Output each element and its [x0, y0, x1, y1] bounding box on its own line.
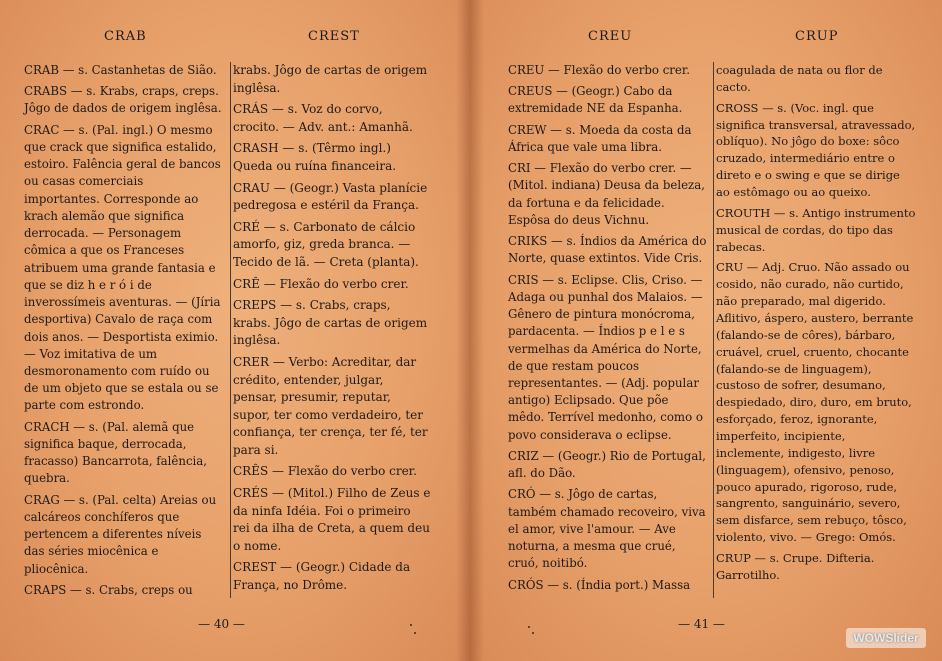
entry: CRÊS — Flexão do verbo crer. [233, 464, 417, 479]
entry: CRUP — s. Crupe. Difteria. Garrotilho. [716, 551, 875, 582]
entry: krabs. Jôgo de cartas de origem inglêsa. [233, 63, 428, 95]
running-head-left: CRAB [104, 29, 147, 44]
entry: CRÁS — s. Voz do corvo, crocito. — Adv. ant.: Amanhã. [233, 102, 413, 134]
entry: CRASH — s. (Têrmo ingl.) Queda ou ruína financeira. [233, 141, 397, 173]
right-page [470, 0, 942, 661]
entry: CRÓ — s. Jôgo de cartas, também chamado recoveiro, viva el amor, vive l'amour. — Ave noturna, a mesma que crué, cruó, noitibó. [508, 487, 706, 571]
entry: CROUTH — s. Antigo instrumento musical de cordas, do tipo das rabecas. [716, 205, 916, 254]
page-number: — 40 — [198, 617, 245, 631]
entry: CREPS — s. Crabs, craps, krabs. Jôgo de cartas de origem inglêsa. [233, 298, 428, 348]
entry: CRÉ — s. Carbonato de cálcio amorfo, giz, greda branca. — Tecido de lã. — Creta (planta). [233, 219, 419, 269]
entry: CREUS — (Geogr.) Cabo da extremidade NE da Espanha. [508, 84, 683, 116]
page-number: — 41 — [678, 617, 725, 631]
column-rule [713, 62, 714, 598]
column-rule [230, 62, 231, 598]
running-head-right: CREST [308, 29, 360, 44]
entry: CRÊ — Flexão do verbo crer. [233, 276, 409, 291]
entry: CRABS — s. Krabs, craps, creps. Jôgo de dados de origem inglêsa. [24, 84, 222, 116]
left-column-2 [233, 62, 431, 599]
running-head-right: CRUP [795, 29, 839, 44]
entry: coagulada de nata ou flor de cacto. [716, 63, 883, 94]
entry: CRAB — s. Castanhetas de Sião. [24, 63, 217, 77]
paper-spot [410, 624, 412, 626]
entry: CRÉS — (Mitol.) Filho de Zeus e da ninfa Idéia. Foi o primeiro rei da ilha de Creta, a quem deu o nome. [233, 486, 431, 553]
entry: CRU — Adj. Cruo. Não assado ou cosido, não curado, não curtido, não preparado, mal digerido. Aflitivo, áspero, austero, berrante (falando-se de côres), bárbaro, cruável, cruel, cruento, chocante (falando-se de linguagem), custoso de sofrer, desumano, despiedado, diro, duro, em bruto, esforçado, feroz, ignorante, imperfeito, incipiente, inclemente, indigesto, livre (linguagem), ofensivo, penoso, pouco apurado, rigoroso, rude, sangrento, sanguinário, severo, sem disfarce, sem rebuço, tôsco, violento, vivo. — Grego: Omós. [716, 260, 914, 545]
left-column-1 [24, 62, 222, 603]
paper-spot [528, 626, 530, 628]
entry: CRACH — s. (Pal. alemã que significa baque, derrocada, fracasso) Bancarrota, falência, quebra. [24, 419, 208, 486]
right-column-2 [716, 62, 916, 588]
paper-spot [532, 632, 534, 634]
entry: CRIS — s. Eclipse. Clis, Criso. — Adaga ou punhal dos Malaios. — Gênero de pintura monócroma, pardacenta. — Índios p e l e s vermelhas da América do Norte, de que restam poucos representantes. — (Adj. popular antigo) Eclipsado. Que põe mêdo. Terrível medonho, como o povo considerava o eclipse. [508, 272, 703, 442]
entry: CRAG — s. (Pal. celta) Areias ou calcáreos conchíferos que pertencem a diferentes níveis das séries miocênica e pliocênica. [24, 492, 217, 576]
paper-spot [414, 632, 416, 634]
entry: CRAPS — s. Crabs, creps ou [24, 582, 193, 597]
entry: CRER — Verbo: Acreditar, dar crédito, entender, julgar, pensar, presumir, reputar, supor, ter como verdadeiro, ter confiança, ter crença, ter fé, ter para si. [233, 354, 428, 457]
entry: CROSS — s. (Voc. ingl. que significa transversal, atravessado, oblíquo). No jôgo do boxe: sôco cruzado, intermediário entre o direto e o swing e que se dirige ao estômago ou ao queixo. [716, 100, 916, 200]
entry: CREW — s. Moeda da costa da África que vale uma libra. [508, 122, 692, 154]
right-column-1 [508, 62, 708, 598]
entry: CRIZ — (Geogr.) Rio de Portugal, afl. do Dão. [508, 448, 706, 481]
entry: CRI — Flexão do verbo crer. — (Mitol. indiana) Deusa da beleza, da fortuna e da felicidade. Espôsa do deus Vichnu. [508, 161, 705, 227]
entry: CREU — Flexão do verbo crer. [508, 63, 690, 77]
left-page [0, 0, 470, 661]
entry: CRIKS — s. Índios da América do Norte, quase extintos. Vide Cris. [508, 234, 707, 266]
entry: CRAU — (Geogr.) Vasta planície pedregosa e estéril da França. [233, 180, 428, 213]
entry: CRAC — s. (Pal. ingl.) O mesmo que crack que significa estalido, estoiro. Falência geral de bancos ou casas comerciais importantes. Corresponde ao krach alemão que significa derrocada. — Personagem cômica a que os Franceses atribuem uma grande fantasia e que se diz h e r ó i de inverossímeis aventuras. — (Jíria desportiva) Cavalo de raça com dois anos. — Desportista eximio. — Voz imitativa de um desmoronamento com ruído ou de um objeto que se estala ou se parte com estrondo. [24, 122, 221, 413]
entry: CRÓS — s. (Índia port.) Massa [508, 577, 691, 592]
running-head-left: CREU [588, 29, 633, 44]
gutter-shadow [470, 0, 484, 661]
watermark-logo: WOWSlider [846, 628, 926, 648]
gutter-shadow [456, 0, 470, 661]
entry: CREST — (Geogr.) Cidade da França, no Drôme. [233, 560, 411, 593]
